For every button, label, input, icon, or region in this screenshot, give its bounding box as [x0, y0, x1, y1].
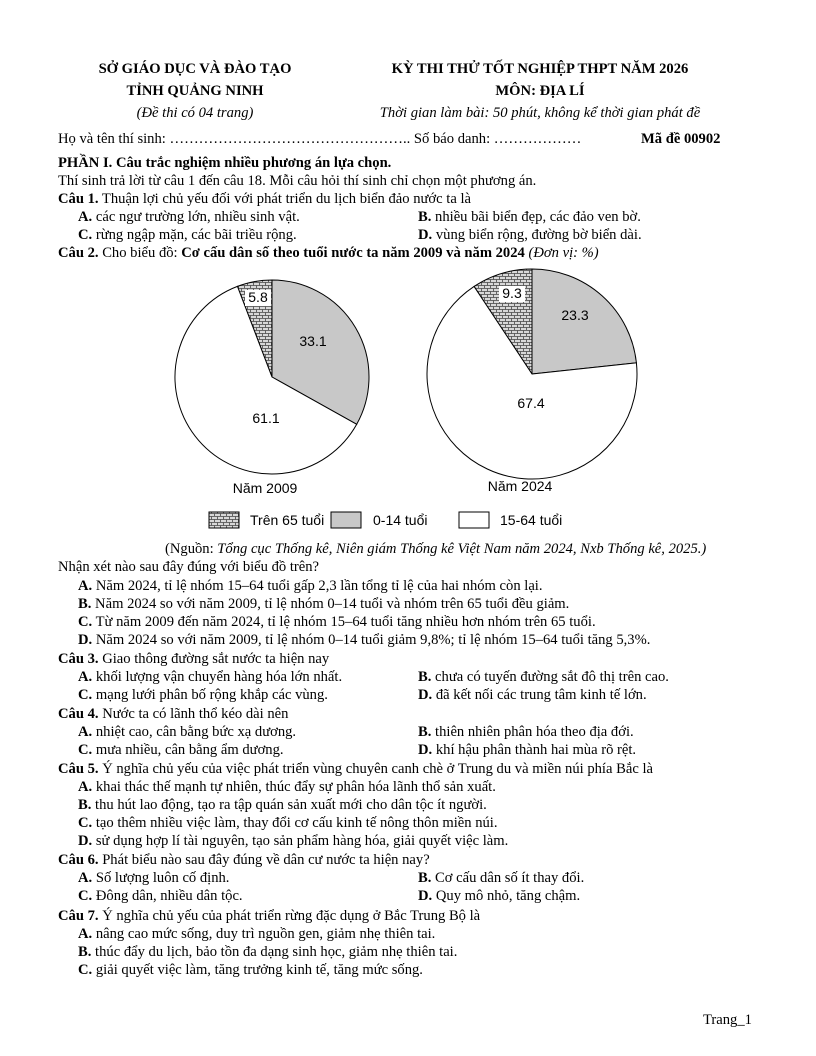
legend-label-0-14: 0-14 tuổi: [373, 512, 428, 528]
q2-option-c: C. Từ năm 2009 đến năm 2024, tỉ lệ nhóm 15–64 tuổi tăng nhiều hơn nhóm trên 65 tuổi.: [78, 614, 596, 630]
q5-option-d: D. sử dụng hợp lí tài nguyên, tạo sản phẩm hàng hóa, giải quyết việc làm.: [78, 833, 509, 849]
q3-options-row2: C. mạng lưới phân bố rộng khắp các vùng. D. đã kết nối các trung tâm kinh tế lớn.: [78, 687, 647, 703]
q2-option-d: D. Năm 2024 so với năm 2009, tỉ lệ nhóm 0–14 tuổi giảm 9,8%; tỉ lệ nhóm 15–64 tuổi tăng 5,3%.: [78, 632, 651, 648]
data-label-15-64: 61.1: [252, 410, 280, 426]
q7-option-c: C. giải quyết việc làm, tăng trưởng kinh tế, tăng mức sống.: [78, 962, 423, 978]
question-1: Câu 1. Thuận lợi chủ yếu đối với phát triển du lịch biển đảo nước ta là: [58, 191, 471, 207]
page-count-note: (Đề thi có 04 trang): [136, 105, 254, 121]
pie-2009-name: Năm 2009: [232, 480, 298, 496]
dept-name: SỞ GIÁO DỤC VÀ ĐÀO TẠO: [98, 61, 292, 77]
chart-source: (Nguồn: Tổng cục Thống kê, Niên giám Thống kê Việt Nam năm 2024, Nxb Thống kê, 2025.): [165, 541, 707, 557]
q1-options-row2: C. rừng ngập mặn, các bãi triều rộng. D. vùng biển rộng, đường bờ biển dài.: [78, 227, 642, 243]
question-5: Câu 5. Ý nghĩa chủ yếu của việc phát triển vùng chuyên canh chè ở Trung du và miền núi phía Bắc là: [58, 761, 653, 777]
q5-option-c: C. tạo thêm nhiều việc làm, thay đổi cơ cấu kinh tế nông thôn miền núi.: [78, 815, 498, 831]
q5-option-b: B. thu hút lao động, tạo ra tập quán sản xuất mới cho dân tộc ít người.: [78, 797, 487, 813]
q7-option-b: B. thúc đẩy du lịch, bảo tồn đa dạng sinh học, giảm nhẹ thiên tai.: [78, 944, 458, 960]
legend-label-15-64: 15-64 tuổi: [500, 512, 563, 528]
q7-option-a: A. nâng cao mức sống, duy trì nguồn gen, giảm nhẹ thiên tai.: [78, 926, 436, 942]
candidate-info-line: Họ và tên thí sinh: ………………………………………….. Số báo danh: ………………: [58, 131, 582, 147]
question-2: Câu 2. Cho biểu đồ: Cơ cấu dân số theo tuổi nước ta năm 2009 và năm 2024 (Đơn vị: %): [58, 245, 599, 261]
q1-options-row1: A. các ngư trường lớn, nhiều sinh vật. B. nhiều bãi biển đẹp, các đảo ven bờ.: [78, 209, 641, 225]
q2-option-a: A. Năm 2024, tỉ lệ nhóm 15–64 tuổi gấp 2,3 lần tổng tỉ lệ của hai nhóm còn lại.: [78, 578, 543, 594]
pie-2009: [175, 280, 369, 474]
q6-options-row2: C. Đông dân, nhiều dân tộc. D. Quy mô nhỏ, tăng chậm.: [78, 888, 581, 904]
province-name: TỈNH QUẢNG NINH: [126, 83, 264, 99]
q3-options-row1: A. khối lượng vận chuyển hàng hóa lớn nhất. B. chưa có tuyến đường sắt đô thị trên cao.: [78, 669, 669, 685]
question-7: Câu 7. Ý nghĩa chủ yếu của phát triển rừng đặc dụng ở Bắc Trung Bộ là: [58, 908, 481, 924]
pie-2024-name: Năm 2024: [487, 478, 553, 494]
exam-title: KỲ THI THỬ TỐT NGHIỆP THPT NĂM 2026: [391, 61, 689, 77]
question-6: Câu 6. Phát biểu nào sau đây đúng về dân cư nước ta hiện nay?: [58, 852, 430, 868]
pie-2024: [427, 269, 637, 479]
legend-swatch-over65: [209, 512, 239, 528]
data-label-0-14: 23.3: [561, 307, 589, 323]
question-3: Câu 3. Giao thông đường sắt nước ta hiện nay: [58, 651, 330, 667]
legend-swatch-15-64: [459, 512, 489, 528]
q5-option-a: A. khai thác thế mạnh tự nhiên, thúc đẩy sự phân hóa lãnh thổ sản xuất.: [78, 779, 496, 795]
legend-label-over65: Trên 65 tuổi: [250, 512, 325, 528]
q2-question: Nhận xét nào sau đây đúng với biểu đồ trên?: [58, 559, 320, 575]
exam-code: Mã đề 00902: [641, 131, 721, 147]
chart-title: Cơ cấu dân số theo tuổi nước ta năm 2009 và năm 2024: [181, 245, 525, 261]
subject-title: MÔN: ĐỊA LÍ: [495, 83, 585, 99]
page-number: Trang_1: [703, 1012, 752, 1028]
question-4: Câu 4. Nước ta có lãnh thổ kéo dài nên: [58, 706, 289, 722]
q4-options-row1: A. nhiệt cao, cân bằng bức xạ dương. B. thiên nhiên phân hóa theo địa đới.: [78, 724, 634, 740]
data-label-over65: 5.8: [248, 289, 268, 305]
legend-swatch-0-14: [331, 512, 361, 528]
part-title: PHẦN I. Câu trắc nghiệm nhiều phương án lựa chọn.: [58, 155, 392, 171]
q4-options-row2: C. mưa nhiều, cân bằng ẩm dương. D. khí hậu phân thành hai mùa rõ rệt.: [78, 742, 637, 758]
time-note: Thời gian làm bài: 50 phút, không kể thời gian phát đề: [379, 105, 701, 121]
chart-legend: [209, 512, 562, 528]
data-label-over65: 9.3: [502, 285, 522, 301]
part-instruction: Thí sinh trả lời từ câu 1 đến câu 18. Mỗi câu hỏi thí sinh chỉ chọn một phương án.: [58, 173, 537, 189]
q6-options-row1: A. Số lượng luôn cố định. B. Cơ cấu dân số ít thay đổi.: [78, 870, 585, 886]
q2-option-b: B. Năm 2024 so với năm 2009, tỉ lệ nhóm 0–14 tuổi và nhóm trên 65 tuổi đều giảm.: [78, 596, 570, 612]
data-label-0-14: 33.1: [299, 333, 327, 349]
data-label-15-64: 67.4: [517, 395, 545, 411]
